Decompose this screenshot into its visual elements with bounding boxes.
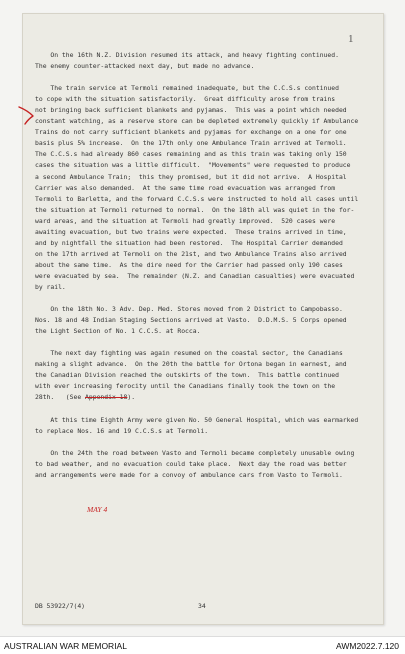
text-line: awaiting evacuation, but two trains were expected. These trains arrived in time, — [35, 227, 347, 236]
text-line: The next day fighting was again resumed on the coastal sector, the Canadians — [35, 349, 343, 358]
paragraph-gap — [35, 437, 373, 448]
text-line: by rail. — [35, 282, 66, 291]
text-line: Trains do not carry sufficient blankets and pyjamas for exchange on a one for one — [35, 128, 347, 137]
paragraph-gap — [35, 293, 373, 304]
text-line: The C.C.S.s had already 860 cases remaining and as this train was taking only 150 — [35, 150, 347, 159]
text-line: to cope with the situation satisfactorily. Great difficulty arose from trains — [35, 95, 336, 104]
institution-name: AUSTRALIAN WAR MEMORIAL — [4, 641, 127, 651]
text-line: the Light Section of No. 1 C.C.S. at Rocca. — [35, 327, 201, 336]
text-line: making a slight advance. On the 20th the battle for Ortona began in earnest, and — [35, 360, 347, 369]
paragraph-gap — [35, 337, 373, 348]
page-corner-mark: 1 — [348, 33, 354, 45]
text-line: about the same time. As the dire need for the Carrier had passed only 190 cases — [35, 260, 343, 269]
accession-number: AWM2022.7.120 — [336, 641, 399, 651]
archive-caption-bar — [0, 636, 405, 654]
text-line: On the 24th the road between Vasto and Termoli became completely unusable owing — [35, 448, 355, 457]
text-line: Carrier was also demanded. At the same time road evacuation was arranged from — [35, 183, 336, 192]
text-line: a second Ambulance Train; this they promised, but it did not arrive. A Hospital — [35, 172, 347, 181]
text-line: constant watching, as a reserve store can be depleted extremely quickly if Ambulance — [35, 117, 359, 126]
document-reference: DB 53922/7(4) — [35, 602, 86, 610]
text-line: not bringing back sufficient blankets and pyjamas. This was a point which needed — [35, 106, 347, 115]
text-line: and by nightfall the situation had been restored. The Hospital Carrier demanded — [35, 238, 343, 247]
text-line: to bad weather, and no evacuation could take place. Next day the road was better — [35, 459, 347, 468]
text-line: the situation at Termoli returned to normal. On the 18th all was quiet in the for- — [35, 205, 355, 214]
text-line: were evacuated by sea. The remainder (N.Z. and Canadian casualties) were evacuated — [35, 271, 355, 280]
page-number: 34 — [198, 602, 206, 610]
text-line: The train service at Termoli remained inadequate, but the C.C.S.s continued — [35, 84, 339, 93]
paragraph-gap — [35, 72, 373, 83]
text-line: on the 17th arrived at Termoli on the 21st, and two Ambulance Trains also arrived — [35, 249, 347, 258]
text-line: cases the situation was a little difficult. "Movements" were requested to produce — [35, 161, 351, 170]
struck-reference: Appendix 18 — [85, 393, 128, 402]
text-line: The enemy counter-attacked next day, but made no advance. — [35, 62, 255, 71]
text-line: Nos. 18 and 48 Indian Staging Sections arrived at Vasto. D.D.M.S. 5 Corps opened — [35, 316, 347, 325]
text-line: and arrangements were made for a convoy of ambulance cars from Vasto to Termoli. — [35, 470, 343, 479]
text-line: On the 16th N.Z. Division resumed its attack, and heavy fighting continued. — [35, 51, 339, 59]
text-line: 28th. (See Appendix 18). — [35, 393, 136, 402]
text-line: the Canadian Division reached the outskirts of the town. This battle continued — [35, 371, 339, 380]
text-line: to replace Nos. 16 and 19 C.C.S.s at Termoli. — [35, 426, 209, 435]
paragraph-gap — [35, 404, 373, 415]
text-line: basis plus 5% increase. On the 17th only one Ambulance Train arrived at Termoli. — [35, 139, 347, 148]
document-body — [35, 50, 373, 481]
text-line: with ever increasing ferocity until the Canadians finally took the town on the — [35, 382, 336, 391]
handwritten-annotation: MAY 4 — [87, 505, 108, 514]
text-line: ward areas, and the situation at Termoli had greatly improved. 520 cases were — [35, 216, 336, 225]
text-line: On the 18th No. 3 Adv. Dep. Med. Stores moved from 2 District to Campobasso. — [35, 305, 343, 314]
text-line: At this time Eighth Army were given No. 50 General Hospital, which was earmarked — [35, 415, 359, 424]
text-line: Termoli to Barletta, and the forward C.C.S.s were instructed to hold all cases until — [35, 194, 359, 203]
